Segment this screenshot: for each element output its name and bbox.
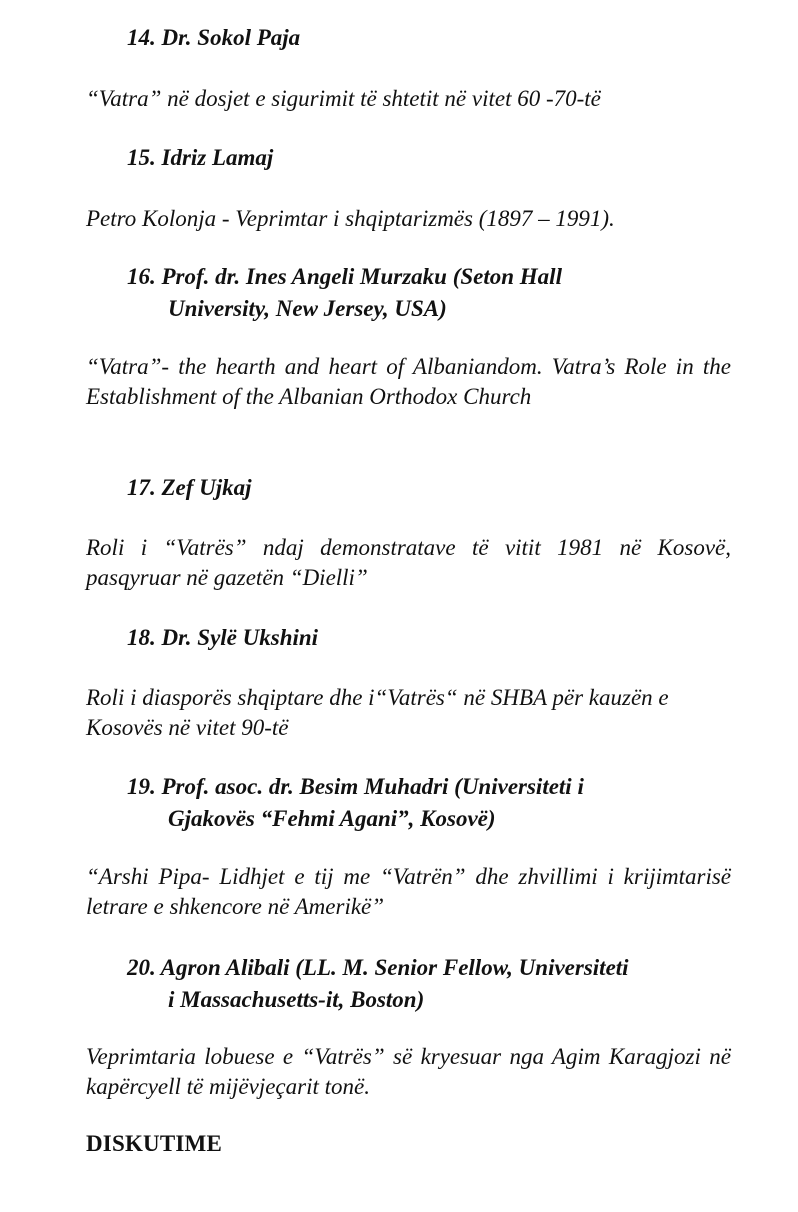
speaker-entry-17: [127, 472, 747, 504]
paper-title-17: Roli i “Vatrës” ndaj demonstratave të vitit 1981 në Kosovë, pasqyruar në gazetën “Dielli”: [86, 535, 731, 590]
paper-title-14: “Vatra” në dosjet e sigurimit të shtetit në vitet 60 -70-të: [86, 86, 601, 111]
paper-title-15: Petro Kolonja - Veprimtar i shqiptarizmës (1897 – 1991).: [86, 206, 615, 231]
speaker-entry-19: [127, 771, 747, 835]
speaker-affiliation: Gjakovës “Fehmi Agani”, Kosovë): [168, 806, 496, 831]
speaker-name: 16. Prof. dr. Ines Angeli Murzaku (Seton Hall: [127, 264, 562, 289]
speaker-affiliation: University, New Jersey, USA): [168, 296, 447, 321]
paper-title-18: Roli i diasporës shqiptare dhe i“Vatrës“ në SHBA për kauzën e Kosovës në vitet 90-të: [86, 685, 669, 740]
speaker-name: 17. Zef Ujkaj: [127, 475, 252, 500]
paper-title-19: “Arshi Pipa- Lidhjet e tij me “Vatrën” dhe zhvillimi i krijimtarisë letrare e shkencore në Amerikë”: [86, 864, 731, 919]
speaker-name: 20. Agron Alibali (LL. M. Senior Fellow, Universiteti: [127, 955, 629, 980]
section-heading: DISKUTIME: [86, 1131, 222, 1156]
speaker-entry-14: [127, 22, 747, 54]
paper-title-20: Veprimtaria lobuese e “Vatrës” së kryesuar nga Agim Karagjozi në kapërcyell të mijëvjeçarit tonë.: [86, 1044, 731, 1099]
speaker-entry-15: [127, 142, 747, 174]
speaker-name: 15. Idriz Lamaj: [127, 145, 274, 170]
speaker-entry-16: [127, 261, 747, 325]
speaker-name: 18. Dr. Sylë Ukshini: [127, 625, 319, 650]
speaker-affiliation: i Massachusetts-it, Boston): [168, 987, 425, 1012]
speaker-name: 14. Dr. Sokol Paja: [127, 25, 301, 50]
speaker-entry-20: [127, 952, 747, 1016]
paper-title-16: “Vatra”- the hearth and heart of Albaniandom. Vatra’s Role in the Establishment of the Albanian Orthodox Church: [86, 354, 731, 409]
speaker-entry-18: [127, 622, 747, 654]
speaker-name: 19. Prof. asoc. dr. Besim Muhadri (Universiteti i: [127, 774, 584, 799]
